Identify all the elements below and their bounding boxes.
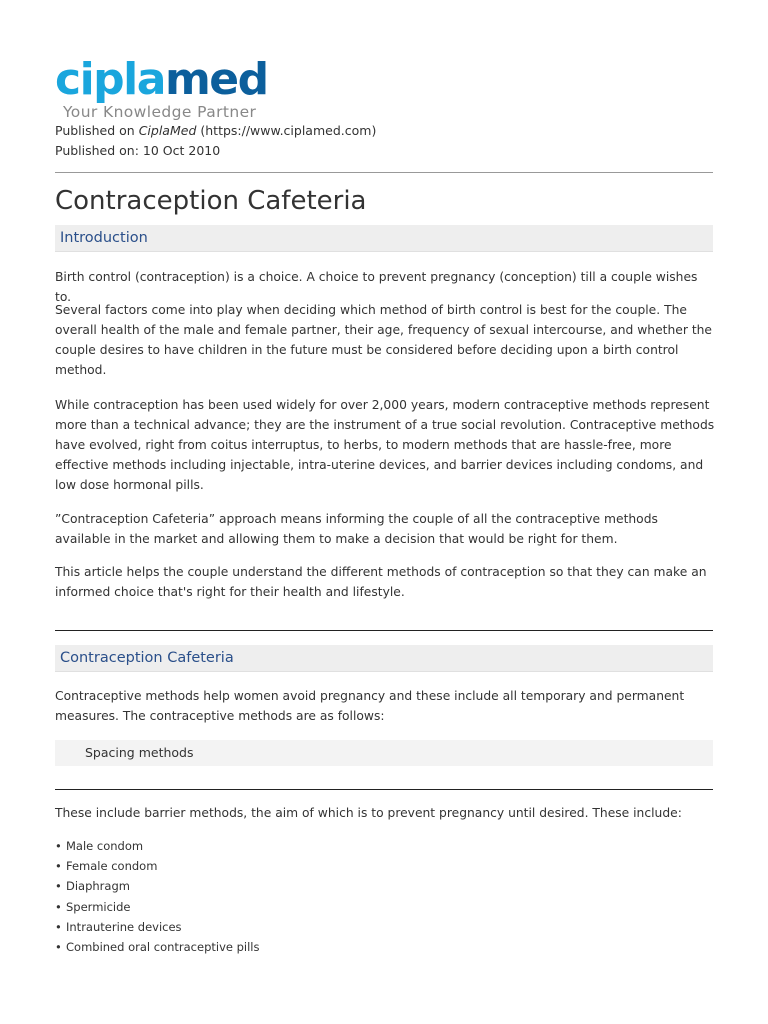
divider-section <box>55 630 713 631</box>
list-item: • Intrauterine devices <box>55 917 260 937</box>
list-item: • Female condom <box>55 856 260 876</box>
list-item: • Male condom <box>55 836 260 856</box>
intro-paragraph-1: Birth control (contraception) is a choice. A choice to prevent pregnancy (conception) till a couple wishes to. <box>55 270 698 304</box>
site-url-link[interactable]: (https://www.ciplamed.com) <box>200 123 377 138</box>
intro-paragraph-2: Several factors come into play when deciding which method of birth control is best for the couple. The overall health of the male and female partner, their age, frequency of sexual intercourse, and whether the couple desires to have children in the future must be considered before deciding upon a birth control method. <box>55 303 712 377</box>
list-item: • Combined oral contraceptive pills <box>55 937 260 957</box>
intro-paragraph-4: ”Contraception Cafeteria” approach means informing the couple of all the contraceptive methods available in the market and allowing them to make a decision that would be right for them. <box>55 512 658 546</box>
site-name: CiplaMed <box>138 123 197 138</box>
publication-meta <box>55 121 376 161</box>
barrier-methods-list <box>55 836 260 957</box>
barrier-methods-intro: These include barrier methods, the aim of which is to prevent pregnancy until desired. These include: <box>55 806 682 820</box>
divider-top <box>55 172 713 173</box>
cafeteria-paragraph: Contraceptive methods help women avoid pregnancy and these include all temporary and permanent measures. The contraceptive methods are as follows: <box>55 689 685 723</box>
divider-subsection <box>55 789 713 790</box>
list-item: • Spermicide <box>55 897 260 917</box>
intro-paragraph-5: This article helps the couple understand the different methods of contraception so that they can make an informed choice that's right for their health and lifestyle. <box>55 565 707 599</box>
logo-wordmark <box>55 55 268 105</box>
published-date: Published on: 10 Oct 2010 <box>55 143 221 158</box>
published-on-source <box>55 121 376 141</box>
published-prefix: Published on <box>55 123 139 138</box>
section-heading-cafeteria: Contraception Cafeteria <box>55 645 713 672</box>
subsection-heading-spacing-methods: Spacing methods <box>55 740 713 766</box>
ciplamed-logo[interactable] <box>55 54 268 125</box>
logo-part-cipla: cipla <box>55 54 165 105</box>
list-item: • Diaphragm <box>55 876 260 896</box>
logo-tagline: Your Knowledge Partner <box>63 103 257 121</box>
section-heading-introduction: Introduction <box>55 225 713 252</box>
logo-part-med: med <box>164 54 268 105</box>
intro-paragraph-3: While contraception has been used widely for over 2,000 years, modern contraceptive methods represent more than a technical advance; they are the instrument of a true social revolution. Contraceptive methods have evolved, right from coitus interruptus, to herbs, to modern methods that are hassle-free, more effective methods including injectable, intra-uterine devices, and barrier devices including condoms, and low dose hormonal pills. <box>55 398 715 492</box>
page-title: Contraception Cafeteria <box>55 186 367 216</box>
